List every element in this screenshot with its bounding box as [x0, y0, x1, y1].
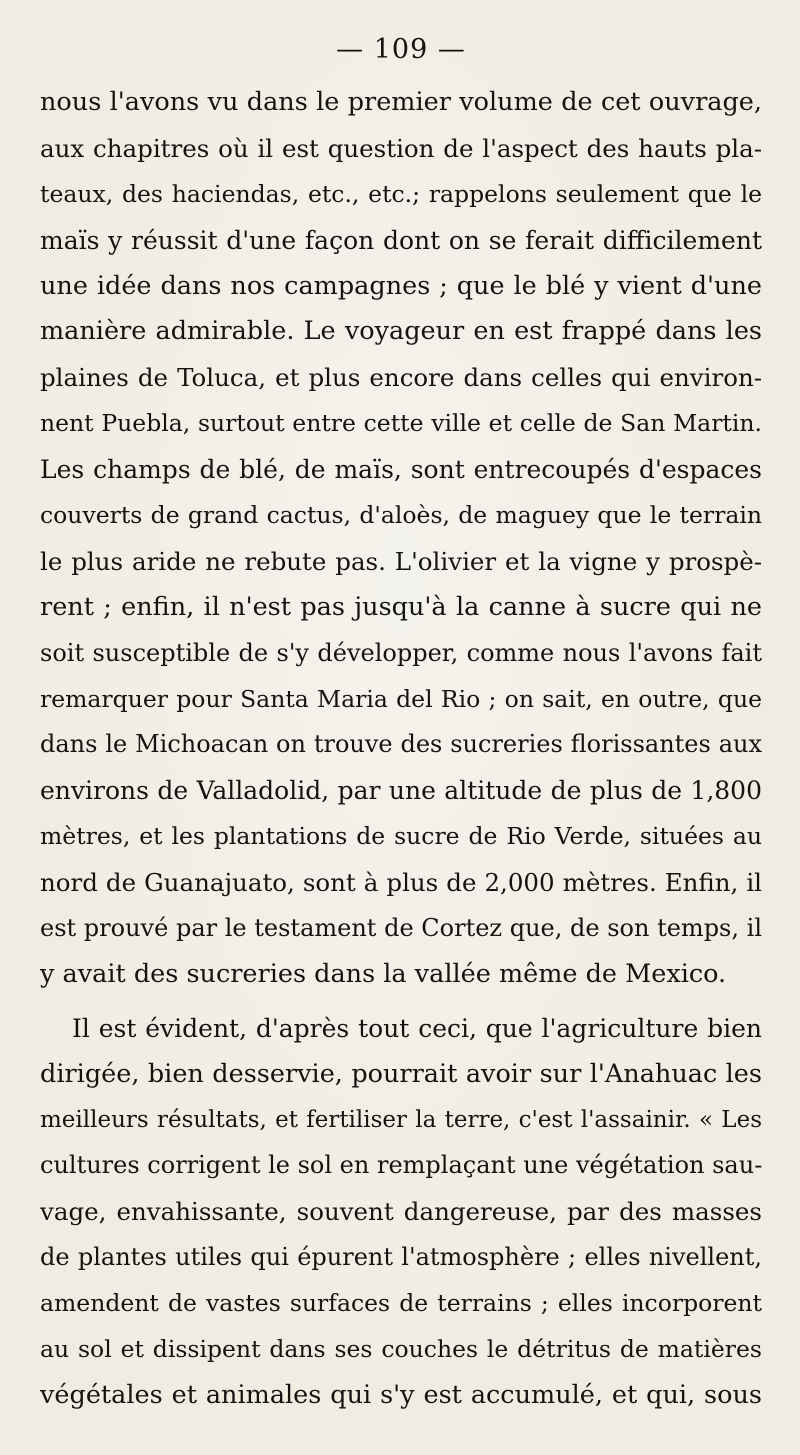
- text-line: vage, envahissante, souvent dangereuse, par des masses: [40, 1197, 762, 1227]
- text-line: est prouvé par le testament de Cortez que, de son temps, il: [40, 914, 762, 943]
- text-line: plaines de Toluca, et plus encore dans celles qui environ-: [40, 363, 762, 393]
- text-line: y avait des sucreries dans la vallée même de Mexico.: [40, 958, 727, 989]
- text-line: environs de Valladolid, par une altitude de plus de 1,800: [40, 776, 762, 806]
- text-line: cultures corrigent le sol en remplaçant une végétation sau-: [40, 1151, 762, 1180]
- text-line: mètres, et les plantations de sucre de Rio Verde, situées au: [40, 822, 762, 851]
- text-line: dans le Michoacan on trouve des sucreries florissantes aux: [40, 730, 762, 759]
- text-line: nent Puebla, surtout entre cette ville et celle de San Martin.: [40, 409, 762, 438]
- text-line: au sol et dissipent dans ses couches le détritus de matières: [40, 1335, 762, 1364]
- text-line: dirigée, bien desservie, pourrait avoir sur l'Anahuac les: [40, 1058, 762, 1089]
- page-number: — 109 —: [336, 34, 466, 65]
- text-line: aux chapitres où il est question de l'aspect des hauts pla-: [40, 133, 762, 163]
- text-line: teaux, des haciendas, etc., etc.; rappelons seulement que le: [40, 179, 762, 208]
- text-line: couverts de grand cactus, d'aloès, de maguey que le terrain: [40, 501, 762, 530]
- text-line: manière admirable. Le voyageur en est frappé dans les: [40, 316, 762, 347]
- text-line: nord de Guanajuato, sont à plus de 2,000 mètres. Enfin, il: [40, 868, 762, 898]
- text-line: meilleurs résultats, et fertiliser la terre, c'est l'assainir. « Les: [40, 1106, 762, 1133]
- text-line: rent ; enfin, il n'est pas jusqu'à la canne à sucre qui ne: [40, 591, 762, 622]
- text-line: le plus aride ne rebute pas. L'olivier et la vigne y prospè-: [40, 546, 762, 576]
- text-line: soit susceptible de s'y développer, comme nous l'avons fait: [40, 638, 762, 667]
- body-text: [40, 80, 762, 1419]
- text-line: une idée dans nos campagnes ; que le blé y vient d'une: [40, 270, 762, 301]
- text-line: végétales et animales qui s'y est accumulé, et qui, sous: [40, 1379, 762, 1410]
- paragraph: [40, 80, 762, 998]
- paragraph: [40, 1006, 762, 1419]
- text-line: maïs y réussit d'une façon dont on se ferait difficilement: [40, 225, 762, 255]
- text-line: de plantes utiles qui épurent l'atmosphère ; elles nivellent,: [40, 1243, 762, 1272]
- text-line: Il est évident, d'après tout ceci, que l'agriculture bien: [72, 1013, 762, 1043]
- text-line: amendent de vastes surfaces de terrains ; elles incorporent: [40, 1289, 762, 1318]
- text-line: nous l'avons vu dans le premier volume de cet ouvrage,: [40, 87, 762, 117]
- text-line: remarquer pour Santa Maria del Rio ; on sait, en outre, que: [40, 684, 762, 713]
- text-line: Les champs de blé, de maïs, sont entrecoupés d'espaces: [40, 455, 762, 485]
